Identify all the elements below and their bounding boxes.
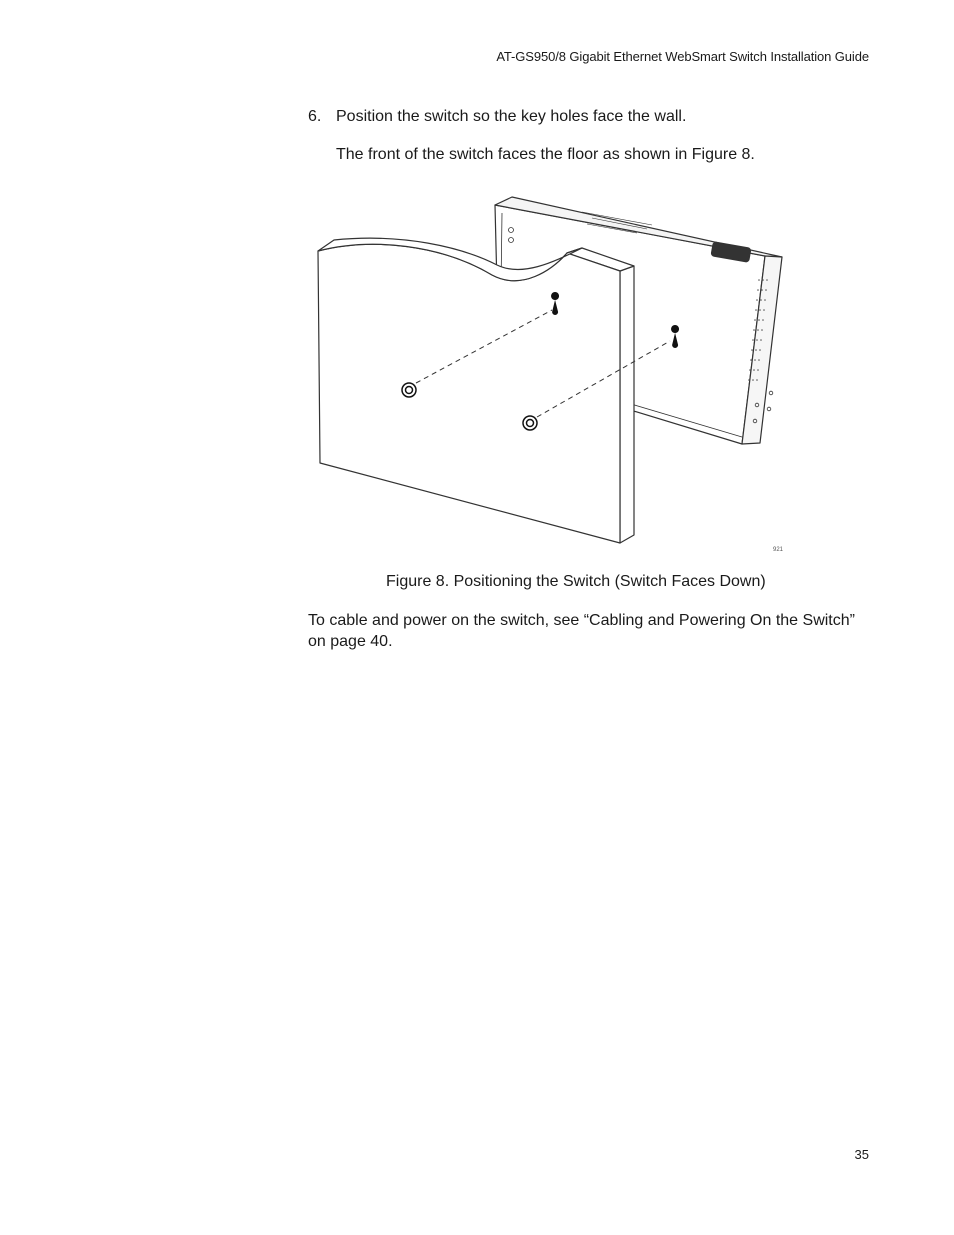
figure-caption: Figure 8. Positioning the Switch (Switch Faces Down): [386, 573, 766, 590]
step-number: 6.: [308, 108, 322, 125]
wall-side-edge: [620, 266, 634, 543]
step-text: Position the switch so the key holes face the wall.: [336, 108, 687, 125]
wall-face: [318, 244, 620, 543]
page-number: 35: [854, 1147, 869, 1162]
step-6: [308, 108, 686, 126]
figure-id-label: 921: [773, 547, 784, 553]
step-detail: The front of the switch faces the floor as shown in Figure 8.: [336, 146, 755, 163]
running-header: AT-GS950/8 Gigabit Ethernet WebSmart Switch Installation Guide: [496, 49, 869, 64]
figure-8-illustration: [312, 185, 792, 555]
cabling-reference-paragraph: To cable and power on the switch, see “Cabling and Powering On the Switch” on page 40.: [308, 612, 855, 650]
